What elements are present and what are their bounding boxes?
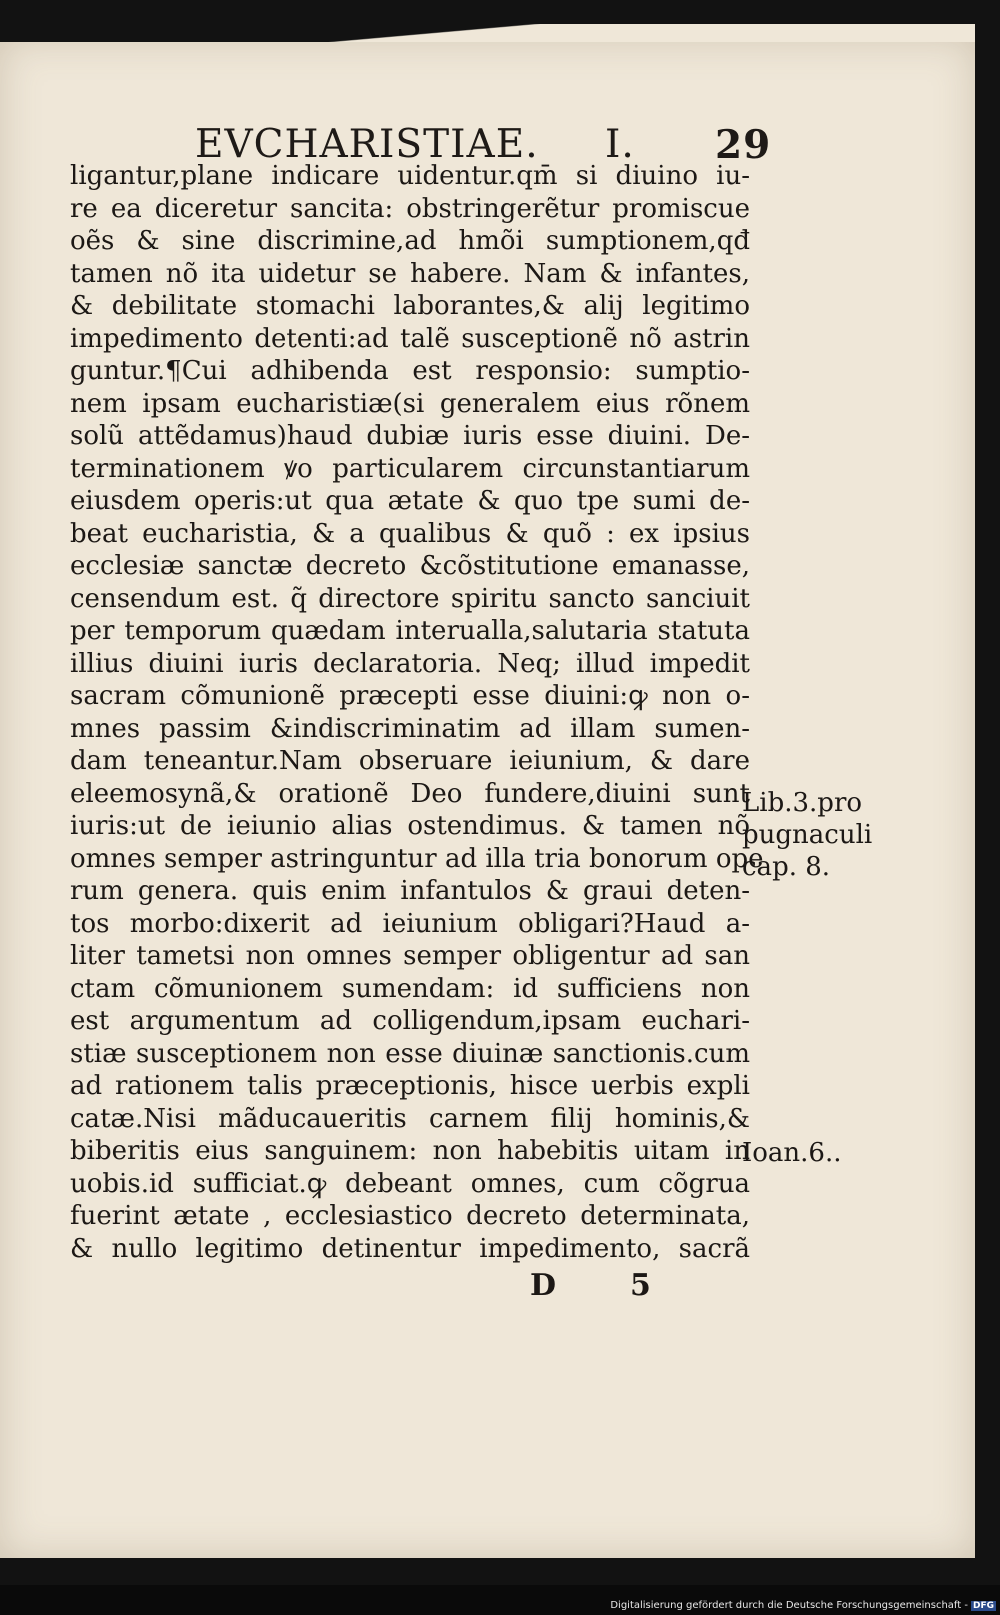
text-line: liter tametsi non omnes semper obligentur ad san [70, 941, 750, 971]
marginal-note-line: Lib.3.pro [742, 788, 863, 818]
text-line: terminationem ꝟo particularem circunstantiarum [70, 453, 750, 484]
marginal-note-line: cap. 8. [742, 852, 831, 882]
text-line: oẽs & sine discrimine,ad hmõi sumptionem,qđ [70, 226, 750, 256]
text-line: impedimento detenti:ad talẽ susceptionẽ nõ astrin [70, 323, 750, 354]
text-line: re ea diceretur sancita: obstringerẽtur promiscue [70, 193, 750, 224]
text-line: fuerint ætate , ecclesiastico decreto determinata, [70, 1201, 750, 1231]
text-line: uobis.id sufficiat.ꝙ debeant omnes, cum cõgrua [70, 1168, 750, 1199]
text-line: illius diuini iuris declaratoria. Neq; illud impedit [70, 648, 750, 679]
signature-mark: I. [605, 122, 635, 167]
catch-number: 5 [630, 1268, 651, 1303]
running-title: EVCHARISTIAE. [195, 122, 539, 167]
credit-text: Digitalisierung gefördert durch die Deutsche Forschungsgemeinschaft - [610, 1600, 968, 1611]
text-line: ecclesiæ sanctæ decreto &cõstitutione emanasse, [70, 551, 750, 581]
text-line: rum genera. quis enim infantulos & graui deten- [70, 876, 750, 906]
marginal-note-line: Ioan.6.. [742, 1138, 842, 1168]
text-line: nem ipsam eucharistiæ(si generalem eius rõnem [70, 388, 750, 419]
marginal-note-1 [742, 787, 892, 883]
text-line: & nullo legitimo detinentur impedimento, sacrã [70, 1233, 750, 1264]
text-line: tos morbo:dixerit ad ieiunium obligari?Haud a- [70, 908, 750, 939]
text-line: omnes semper astringuntur ad illa tria bonorum ope [70, 843, 764, 874]
text-line: per temporum quædam interualla,salutaria statuta [70, 616, 750, 646]
dfg-logo: DFG [972, 1601, 994, 1611]
text-line: & debilitate stomachi laborantes,& alij legitimo [70, 291, 750, 321]
text-line: eleemosynã,& orationẽ Deo fundere,diuini sunt [70, 778, 750, 809]
catch-signature: D [530, 1268, 557, 1303]
text-line: biberitis eius sanguinem: non habebitis uitam in [70, 1136, 750, 1166]
text-line: catæ.Nisi mãducaueritis carnem filij hominis,& [70, 1103, 750, 1134]
text-line: ligantur,plane indicare uidentur.qm̄ si diuino iu- [70, 161, 750, 191]
text-line: solũ attẽdamus)haud dubiæ iuris esse diuini. De- [70, 421, 750, 451]
footer-credit [610, 1600, 996, 1611]
text-line: stiæ susceptionem non esse diuinæ sanctionis.cum [70, 1038, 750, 1069]
text-line: est argumentum ad colligendum,ipsam euchari- [70, 1006, 750, 1036]
text-line: beat eucharistia, & a qualibus & quõ : ex ipsius [70, 518, 750, 549]
text-line: guntur.¶Cui adhibenda est responsio: sumptio- [70, 356, 750, 386]
marginal-note-2 [742, 1137, 892, 1169]
text-line: sacram cõmunionẽ præcepti esse diuini:ꝙ non o- [70, 681, 750, 711]
marginal-note-line: pugnaculi [742, 820, 873, 850]
text-line: eiusdem operis:ut qua ætate & quo tpe sumi de- [70, 486, 750, 516]
text-line: tamen nõ ita uidetur se habere. Nam & infantes, [70, 258, 750, 289]
text-line: ctam cõmunionem sumendam: id sufficiens non [70, 973, 750, 1004]
text-line: dam teneantur.Nam obseruare ieiunium, & dare [70, 746, 750, 776]
body-text [70, 160, 764, 1265]
folio-number: 29 [715, 122, 772, 168]
text-line: mnes passim &indiscriminatim ad illam sumen- [70, 713, 750, 744]
text-line: censendum est. q̃ directore spiritu sancto sanciuit [70, 583, 750, 614]
text-line: ad rationem talis præceptionis, hisce uerbis expli [70, 1071, 750, 1101]
text-line: iuris:ut de ieiunio alias ostendimus. & tamen nõ [70, 811, 750, 841]
